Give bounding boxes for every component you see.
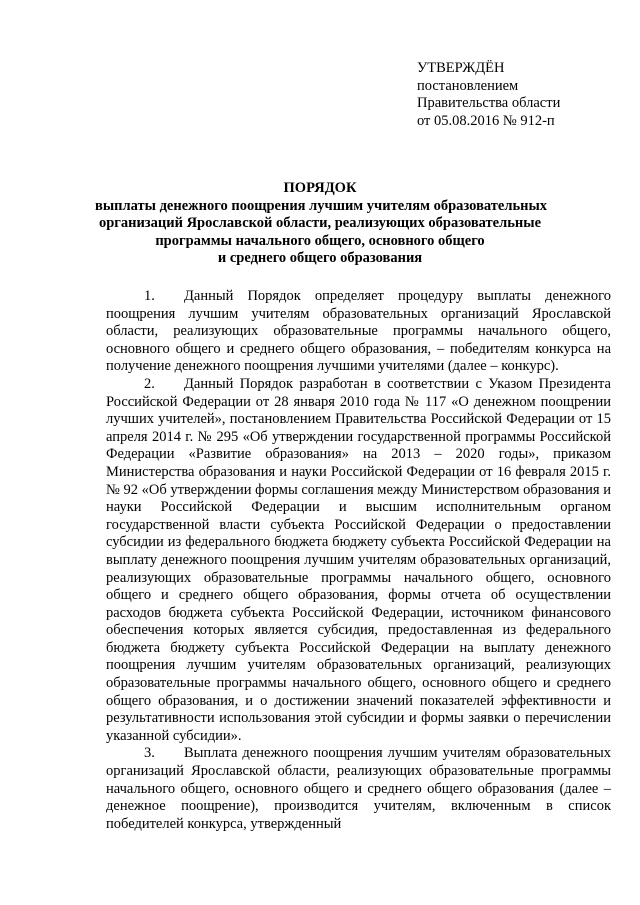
paragraph-number: 3. bbox=[144, 745, 155, 762]
paragraph-text: Выплата денежного поощрения лучшим учителям образовательных организаций Ярославской области, реализующих образовательные программы начального общего, основного общего и среднего общего образования (далее – денежное поощрение), производится учителям, включенным в список победителей конкурса, утвержденный bbox=[106, 745, 611, 832]
approval-line-approved: УТВЕРЖДЁН bbox=[417, 60, 505, 76]
paragraph-text: Данный Порядок разработан в соответствии с Указом Президента Российской Федерации от 28 января 2010 года № 117 «О денежном поощрении лучших учителей», постановлением Правительства Российской Федерации от 15 апреля 2014 г. № 295 «Об утверждении государственной программы Российской Федерации «Развитие образования» на 2013 – 2020 годы», приказом Министерства образования и науки Российской Федерации от 16 февраля 2015 г. № 92 «Об утверждении формы соглашения между Министерством образования и науки Российской Федерации и высшим исполнительным органом государственной власти субъекта Российской Федерации о предоставлении субсидии из федерального бюджета бюджету субъекта Российской Федерации на выплату денежного поощрения лучшим учителям образовательных организаций, реализующих образовательные программы начального общего, основного общего и среднего общего образования, формы отчета об осуществлении расходов бюджета субъекта Российской Федерации, источником финансового обеспечения которых является субсидия, предоставленная из федерального бюджета бюджету субъекта Российской Федерации на выплату денежного поощрения лучшим учителям образовательных организаций, реализующих образовательные программы начального общего, основного общего и среднего общего образования, и о достижении значений показателей эффективности и результативности использования этой субсидии и формы заявки о перечислении указанной субсидии». bbox=[106, 375, 611, 744]
approval-line-date-number: от 05.08.2016 № 912-п bbox=[417, 112, 555, 129]
paragraph-number: 2. bbox=[144, 375, 155, 392]
title-heading: ПОРЯДОК bbox=[283, 180, 357, 196]
paragraph-text: Данный Порядок определяет процедуру выплаты денежного поощрения лучшим учителям образовательных организаций Ярославской области, реализующих образовательные программы начального общего, основного общего и среднего общего образования, – победителям конкурса на получение денежного поощрения лучшими учителями (далее – конкурс). bbox=[106, 288, 611, 375]
approval-line-government: Правительства области bbox=[417, 95, 561, 111]
document-body bbox=[106, 288, 611, 833]
title-line-1: выплаты денежного поощрения лучшим учителям образовательных bbox=[95, 197, 548, 214]
paragraph-3 bbox=[106, 745, 611, 833]
title-line-4: и среднего общего образования bbox=[217, 250, 423, 267]
approval-line-resolution: постановлением bbox=[417, 77, 519, 94]
paragraph-number: 1. bbox=[144, 288, 155, 304]
document-title bbox=[95, 180, 548, 268]
paragraph-1 bbox=[106, 288, 611, 376]
title-line-3: программы начального общего, основного общего bbox=[155, 232, 485, 249]
paragraph-2 bbox=[106, 376, 611, 745]
approval-stamp bbox=[417, 60, 617, 130]
title-line-2: организаций Ярославской области, реализующих образовательные bbox=[98, 215, 542, 232]
